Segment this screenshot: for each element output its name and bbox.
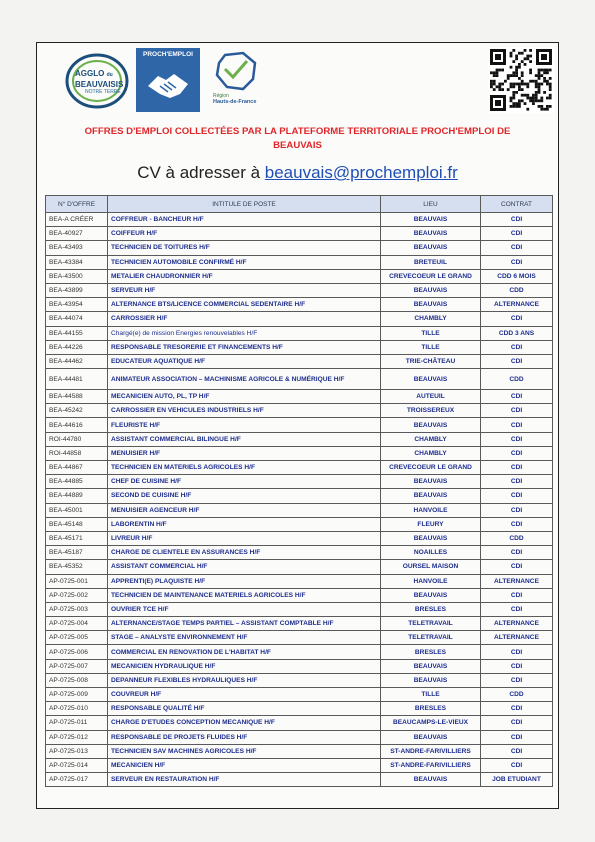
offer-number: AP-0725-013 [46, 744, 108, 758]
prochemploi-logo-text: PROCH'EMPLOI [143, 51, 193, 58]
contract-type: CDD [481, 531, 553, 545]
contract-type: CDI [481, 354, 553, 368]
offer-number: BEA-43384 [46, 255, 108, 269]
job-title: RESPONSABLE TRESORERIE ET FINANCEMENTS H/F [108, 340, 381, 354]
contract-type: ALTERNANCE [481, 298, 553, 312]
job-title: TECHNICIEN DE MAINTENANCE MATERIELS AGRICOLES H/F [108, 588, 381, 602]
offer-number: AP-0725-004 [46, 617, 108, 631]
location: BEAUVAIS [381, 531, 481, 545]
job-title: COIFFEUR H/F [108, 227, 381, 241]
job-title: MENUISIER AGENCEUR H/F [108, 503, 381, 517]
contract-type: CDI [481, 461, 553, 475]
table-row [46, 446, 553, 460]
page-title-line1: OFFRES D'EMPLOI COLLECTÉES PAR LA PLATEFORME TERRITORIALE PROCH'EMPLOI DE [84, 126, 511, 137]
header-job-title: INTITULE DE POSTE [108, 196, 381, 213]
offer-number: BEA-44867 [46, 461, 108, 475]
job-title: TECHNICIEN DE TOITURES H/F [108, 241, 381, 255]
location: BEAUVAIS [381, 773, 481, 787]
offer-number: BEA-A CRÉER [46, 213, 108, 227]
location: HANVOILE [381, 503, 481, 517]
contract-type: CDI [481, 730, 553, 744]
offer-number: AP-0725-017 [46, 773, 108, 787]
table-row [46, 688, 553, 702]
offer-number: BEA-43954 [46, 298, 108, 312]
table-row [46, 340, 553, 354]
contract-type: CDI [481, 503, 553, 517]
table-row [46, 475, 553, 489]
contract-type: CDI [481, 432, 553, 446]
location: TRIE-CHÂTEAU [381, 354, 481, 368]
document-frame [36, 42, 559, 809]
offer-number: BEA-44481 [46, 369, 108, 390]
agglo-beauvaisis-logo [63, 51, 137, 111]
job-title: RESPONSABLE DE PROJETS FLUIDES H/F [108, 730, 381, 744]
offer-number: BEA-44155 [46, 326, 108, 340]
offer-number: AP-0725-007 [46, 659, 108, 673]
table-row [46, 659, 553, 673]
job-title: COFFREUR - BANCHEUR H/F [108, 213, 381, 227]
offer-number: BEA-45187 [46, 546, 108, 560]
location: BEAUVAIS [381, 475, 481, 489]
location: ST-ANDRE-FARIVILLIERS [381, 744, 481, 758]
region-name: Hauts-de-France [213, 99, 257, 105]
job-title: ALTERNANCE/STAGE TEMPS PARTIEL – ASSISTANT COMPTABLE H/F [108, 617, 381, 631]
offer-number: BEA-44588 [46, 390, 108, 404]
location: CREVECOEUR LE GRAND [381, 269, 481, 283]
location: BRESLES [381, 702, 481, 716]
header-contract: CONTRAT [481, 196, 553, 213]
offer-number: BEA-45352 [46, 560, 108, 574]
contract-type: CDI [481, 227, 553, 241]
job-title: TECHNICIEN SAV MACHINES AGRICOLES H/F [108, 744, 381, 758]
table-row [46, 673, 553, 687]
contract-type: ALTERNANCE [481, 617, 553, 631]
contract-type: CDI [481, 716, 553, 730]
contract-type: CDI [481, 659, 553, 673]
location: TILLE [381, 688, 481, 702]
handshake-icon [146, 64, 190, 104]
job-title: MECANICIEN HYDRAULIQUE H/F [108, 659, 381, 673]
location: BEAUVAIS [381, 659, 481, 673]
table-row [46, 602, 553, 616]
location: BEAUVAIS [381, 730, 481, 744]
job-title: TECHNICIEN AUTOMOBILE CONFIRMÉ H/F [108, 255, 381, 269]
contract-type: CDI [481, 312, 553, 326]
region-hauts-de-france-logo [213, 51, 263, 115]
location: BRETEUIL [381, 255, 481, 269]
contract-type: CDI [481, 602, 553, 616]
location: BEAUVAIS [381, 298, 481, 312]
table-row [46, 758, 553, 772]
table-row [46, 312, 553, 326]
offer-number: AP-0725-003 [46, 602, 108, 616]
offer-number: BEA-45148 [46, 517, 108, 531]
contract-type: CDD [481, 283, 553, 297]
contract-type: CDI [481, 446, 553, 460]
job-title: OUVRIER TCE H/F [108, 602, 381, 616]
table-row [46, 404, 553, 418]
table-row [46, 531, 553, 545]
contract-type: CDI [481, 241, 553, 255]
job-title: SERVEUR H/F [108, 283, 381, 297]
table-row [46, 369, 553, 390]
contract-type: CDI [481, 489, 553, 503]
location: BEAUVAIS [381, 588, 481, 602]
job-title: Chargé(e) de mission Energies renouvelables H/F [108, 326, 381, 340]
job-title: CHEF DE CUISINE H/F [108, 475, 381, 489]
table-row [46, 631, 553, 645]
offer-number: BEA-43493 [46, 241, 108, 255]
location: BRESLES [381, 602, 481, 616]
cv-instruction [37, 163, 558, 183]
table-row [46, 354, 553, 368]
job-offers-table [45, 195, 553, 787]
agglo-tagline: NOTRE TERRE [85, 89, 121, 95]
offer-number: AP-0725-001 [46, 574, 108, 588]
job-title: CHARGE DE CLIENTELE EN ASSURANCES H/F [108, 546, 381, 560]
contract-type: CDI [481, 418, 553, 432]
location: CHAMBLY [381, 446, 481, 460]
table-row [46, 418, 553, 432]
contract-type: ALTERNANCE [481, 574, 553, 588]
job-title: LIVREUR H/F [108, 531, 381, 545]
table-row [46, 617, 553, 631]
offer-number: BEA-43500 [46, 269, 108, 283]
table-row [46, 390, 553, 404]
table-row [46, 773, 553, 787]
job-title: COUVREUR H/F [108, 688, 381, 702]
location: BEAUVAIS [381, 418, 481, 432]
job-title: APPRENTI(E) PLAQUISTE H/F [108, 574, 381, 588]
location: BEAUVAIS [381, 489, 481, 503]
job-title: MECANICIEN H/F [108, 758, 381, 772]
offer-number: BEA-45242 [46, 404, 108, 418]
location: NOAILLES [381, 546, 481, 560]
location: BRESLES [381, 645, 481, 659]
table-row [46, 744, 553, 758]
location: BEAUVAIS [381, 369, 481, 390]
qr-code [488, 47, 554, 113]
location: BEAUVAIS [381, 673, 481, 687]
table-row [46, 326, 553, 340]
location: BEAUVAIS [381, 227, 481, 241]
table-row [46, 241, 553, 255]
table-row [46, 503, 553, 517]
location: CHAMBLY [381, 432, 481, 446]
location: TELETRAVAIL [381, 617, 481, 631]
table-row [46, 489, 553, 503]
contract-type: CDI [481, 213, 553, 227]
location: FLEURY [381, 517, 481, 531]
job-title: LABORENTIN H/F [108, 517, 381, 531]
table-row [46, 702, 553, 716]
table-row [46, 588, 553, 602]
location: TROISSEREUX [381, 404, 481, 418]
contract-type: CDI [481, 255, 553, 269]
email-link[interactable]: beauvais@prochemploi.fr [264, 163, 458, 182]
page-title [37, 125, 558, 153]
location: TELETRAVAIL [381, 631, 481, 645]
contract-type: CDI [481, 673, 553, 687]
offer-number: AP-0725-005 [46, 631, 108, 645]
offer-number: BEA-40927 [46, 227, 108, 241]
offer-number: BEA-44462 [46, 354, 108, 368]
offer-number: BEA-43899 [46, 283, 108, 297]
contract-type: CDI [481, 758, 553, 772]
contract-type: CDI [481, 744, 553, 758]
contract-type: CDI [481, 390, 553, 404]
header-offer-number: N° D'OFFRE [46, 196, 108, 213]
contract-type: CDI [481, 588, 553, 602]
region-label: Région [213, 93, 229, 99]
table-row [46, 560, 553, 574]
table-row [46, 255, 553, 269]
cv-prefix: CV à adresser à [137, 163, 265, 182]
contract-type: CDD [481, 688, 553, 702]
offer-number: AP-0725-014 [46, 758, 108, 772]
location: HANVOILE [381, 574, 481, 588]
location: BEAUVAIS [381, 213, 481, 227]
france-map-icon [213, 51, 259, 91]
offer-number: AP-0725-006 [46, 645, 108, 659]
job-title: MENUISIER H/F [108, 446, 381, 460]
contract-type: CDI [481, 340, 553, 354]
table-row [46, 269, 553, 283]
location: BEAUVAIS [381, 241, 481, 255]
table-row [46, 546, 553, 560]
agglo-logo-text: AGGLO du BEAUVAISIS [75, 69, 124, 89]
job-title: ANIMATEUR ASSOCIATION – MACHINISME AGRICOLE & NUMÉRIQUE H/F [108, 369, 381, 390]
header-location: LIEU [381, 196, 481, 213]
contract-type: ALTERNANCE [481, 631, 553, 645]
location: BEAUVAIS [381, 283, 481, 297]
offer-number: BEA-44885 [46, 475, 108, 489]
location: AUTEUIL [381, 390, 481, 404]
offer-number: ROI-44858 [46, 446, 108, 460]
job-title: EDUCATEUR AQUATIQUE H/F [108, 354, 381, 368]
contract-type: CDD 6 MOIS [481, 269, 553, 283]
offer-number: AP-0725-002 [46, 588, 108, 602]
offer-number: BEA-45171 [46, 531, 108, 545]
job-title: ASSISTANT COMMERCIAL BILINGUE H/F [108, 432, 381, 446]
job-title: ALTERNANCE BTS/LICENCE COMMERCIAL SEDENTAIRE H/F [108, 298, 381, 312]
table-row [46, 716, 553, 730]
page-title-line2: BEAUVAIS [273, 140, 322, 151]
table-row [46, 283, 553, 297]
job-title: CHARGE D'ETUDES CONCEPTION MECANIQUE H/F [108, 716, 381, 730]
contract-type: CDI [481, 517, 553, 531]
offer-number: ROI-44780 [46, 432, 108, 446]
table-row [46, 432, 553, 446]
contract-type: CDD [481, 369, 553, 390]
offer-number: AP-0725-011 [46, 716, 108, 730]
table-row [46, 645, 553, 659]
location: CHAMBLY [381, 312, 481, 326]
table-row [46, 730, 553, 744]
table-row [46, 298, 553, 312]
job-title: STAGE – ANALYSTE ENVIRONNEMENT H/F [108, 631, 381, 645]
job-title: SERVEUR EN RESTAURATION H/F [108, 773, 381, 787]
job-title: SECOND DE CUISINE H/F [108, 489, 381, 503]
offer-number: AP-0725-009 [46, 688, 108, 702]
job-title: FLEURISTE H/F [108, 418, 381, 432]
offer-number: BEA-44889 [46, 489, 108, 503]
offer-number: BEA-44226 [46, 340, 108, 354]
location: ST-ANDRE-FARIVILLIERS [381, 758, 481, 772]
job-title: METALIER CHAUDRONNIER H/F [108, 269, 381, 283]
job-title: COMMERCIAL EN RENOVATION DE L'HABITAT H/F [108, 645, 381, 659]
job-title: ASSISTANT COMMERCIAL H/F [108, 560, 381, 574]
job-title: CARROSSIER EN VEHICULES INDUSTRIELS H/F [108, 404, 381, 418]
location: TILLE [381, 340, 481, 354]
contract-type: CDI [481, 404, 553, 418]
contract-type: JOB ETUDIANT [481, 773, 553, 787]
offer-number: AP-0725-010 [46, 702, 108, 716]
table-row [46, 574, 553, 588]
contract-type: CDD 3 ANS [481, 326, 553, 340]
location: BEAUCAMPS-LE-VIEUX [381, 716, 481, 730]
offer-number: AP-0725-012 [46, 730, 108, 744]
job-title: TECHNICIEN EN MATERIELS AGRICOLES H/F [108, 461, 381, 475]
logo-banner [37, 43, 558, 123]
contract-type: CDI [481, 546, 553, 560]
table-row [46, 461, 553, 475]
table-header-row [46, 196, 553, 213]
location: CREVECOEUR LE GRAND [381, 461, 481, 475]
contract-type: CDI [481, 560, 553, 574]
contract-type: CDI [481, 702, 553, 716]
offer-number: BEA-44074 [46, 312, 108, 326]
offer-number: BEA-44616 [46, 418, 108, 432]
prochemploi-logo [136, 48, 200, 112]
contract-type: CDI [481, 645, 553, 659]
table-row [46, 517, 553, 531]
job-title: MECANICIEN AUTO, PL, TP H/F [108, 390, 381, 404]
offer-number: BEA-45001 [46, 503, 108, 517]
location: OURSEL MAISON [381, 560, 481, 574]
table-row [46, 227, 553, 241]
job-title: DEPANNEUR FLEXIBLES HYDRAULIQUES H/F [108, 673, 381, 687]
offer-number: AP-0725-008 [46, 673, 108, 687]
table-row [46, 213, 553, 227]
job-title: RESPONSABLE QUALITÉ H/F [108, 702, 381, 716]
location: TILLE [381, 326, 481, 340]
contract-type: CDI [481, 475, 553, 489]
job-title: CARROSSIER H/F [108, 312, 381, 326]
